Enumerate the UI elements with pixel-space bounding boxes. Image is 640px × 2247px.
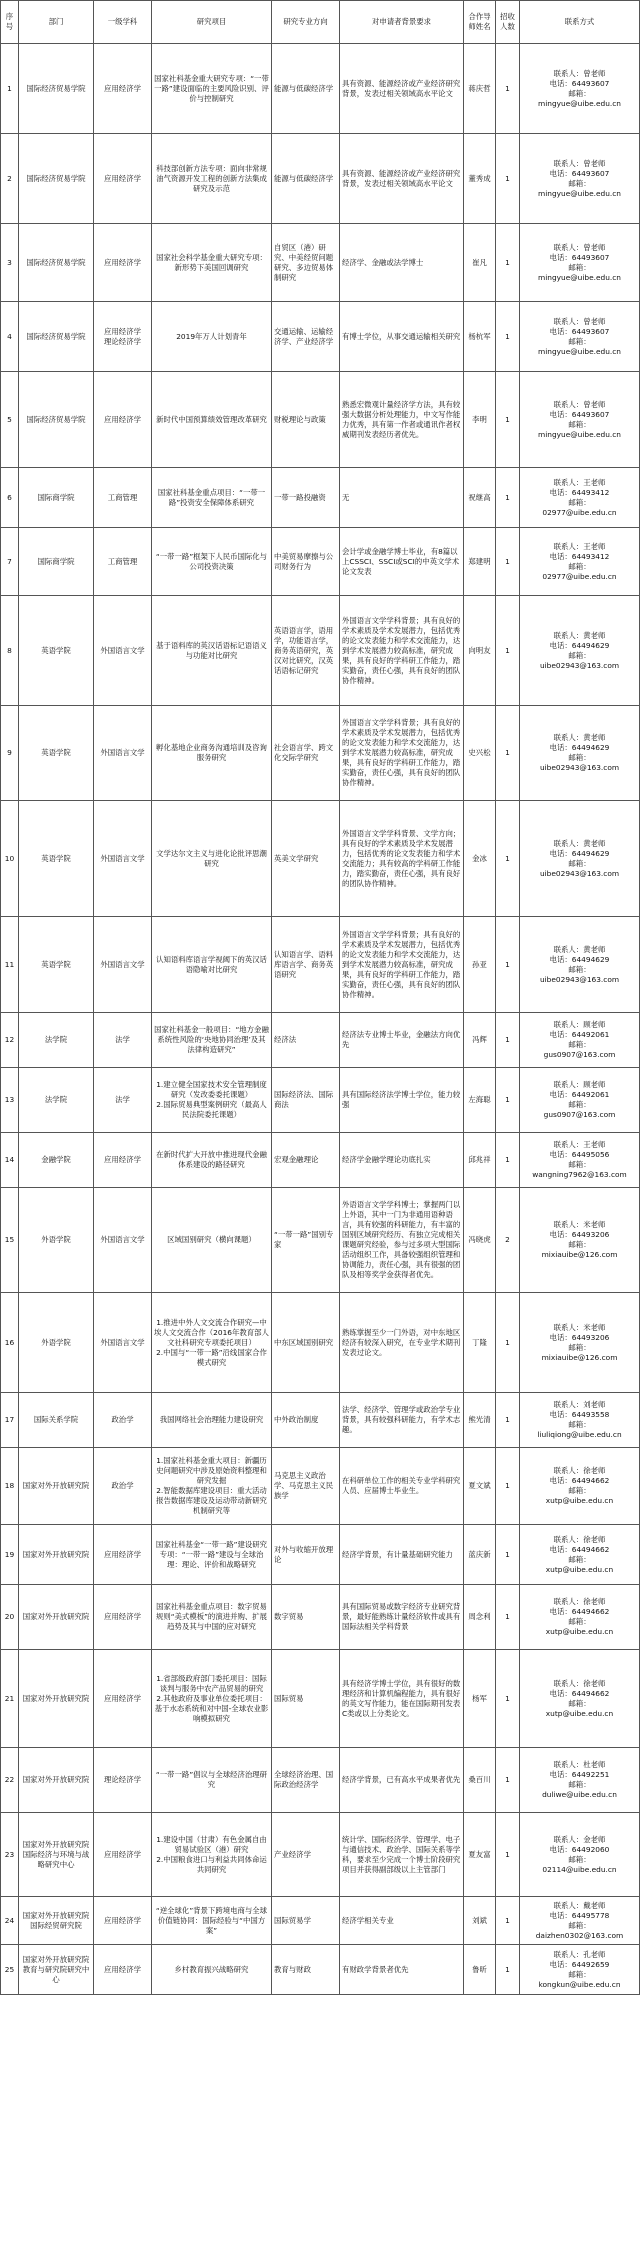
row-discipline: 应用经济学 [94, 1585, 152, 1650]
row-direction: 自贸区（港）研究、中美经贸问题研究、多边贸易体制研究 [272, 224, 340, 302]
row-discipline: 应用经济学 [94, 372, 152, 468]
row-dept: 国家对外开放研究院 [19, 1748, 94, 1813]
row-project: 1.推进中外人文交流合作研究—中埃人文交流合作（2016年教育部人文社科研究专项委托项目） 2.中国与“一带一路”沿线国家合作模式研究 [152, 1293, 272, 1393]
row-discipline: 政治学 [94, 1393, 152, 1448]
row-count: 1 [496, 1448, 520, 1525]
row-count: 1 [496, 1293, 520, 1393]
row-count: 1 [496, 1393, 520, 1448]
row-direction: 英语语言学，语用学，功能语言学，商务英语研究，英汉对比研究，汉英话语标记研究 [272, 596, 340, 706]
row-contact: 联系人：黄老师 电话：64494629 邮箱： uibe02943@163.com [520, 917, 640, 1013]
row-number: 10 [1, 801, 19, 917]
row-number: 25 [1, 1945, 19, 1995]
table-row [1, 1748, 640, 1813]
row-count: 1 [496, 224, 520, 302]
row-direction: 财税理论与政策 [272, 372, 340, 468]
row-count: 1 [496, 1813, 520, 1897]
row-project: 国家社科基金重点项目：数字贸易规则“美式模板”的演进并购、扩展趋势及其与中国的应对研究 [152, 1585, 272, 1650]
row-project: “逆全球化”背景下跨境电商与全球价值链协同：国际经验与“中国方案” [152, 1897, 272, 1945]
row-advisor: 夏友富 [464, 1813, 496, 1897]
row-dept: 国家对外开放研究院 [19, 1448, 94, 1525]
row-requirement: 外国语言文学学科背景、文学方向；具有良好的学术素质及学术发展潜力，包括优秀的论文发表能力和学术交流能力；具有较高的学科研工作能力，踏实勤奋，责任心强，具有良好的团队协作精神。 [340, 801, 464, 917]
row-advisor: 蒋庆哲 [464, 44, 496, 134]
row-contact: 联系人：徐老师 电话：64494662 邮箱： xutp@uibe.edu.cn [520, 1525, 640, 1585]
table-row [1, 1813, 640, 1897]
row-discipline: 应用经济学 理论经济学 [94, 302, 152, 372]
header-no: 序号 [1, 1, 19, 44]
row-discipline: 应用经济学 [94, 1897, 152, 1945]
row-project: 在新时代扩大开放中推进现代金融体系建设的路径研究 [152, 1133, 272, 1188]
header-row [1, 1, 640, 44]
row-number: 22 [1, 1748, 19, 1813]
row-discipline: 法学 [94, 1068, 152, 1133]
row-contact: 联系人：杜老师 电话：64492251 邮箱： duliwe@uibe.edu.cn [520, 1748, 640, 1813]
row-contact: 联系人：徐老师 电话：64494662 邮箱： xutp@uibe.edu.cn [520, 1650, 640, 1748]
row-direction: 数字贸易 [272, 1585, 340, 1650]
header-discipline: 一级学科 [94, 1, 152, 44]
row-advisor: 李明 [464, 372, 496, 468]
row-contact: 联系人：王老师 电话：64493412 邮箱： 02977@uibe.edu.cn [520, 468, 640, 528]
row-number: 17 [1, 1393, 19, 1448]
row-number: 24 [1, 1897, 19, 1945]
row-number: 21 [1, 1650, 19, 1748]
table-row [1, 1068, 640, 1133]
row-contact: 联系人：徐老师 电话：64494662 邮箱： xutp@uibe.edu.cn [520, 1448, 640, 1525]
row-discipline: 应用经济学 [94, 134, 152, 224]
row-direction: 教育与财政 [272, 1945, 340, 1995]
row-direction: 对外与收缩开放理论 [272, 1525, 340, 1585]
row-dept: 外语学院 [19, 1188, 94, 1293]
row-project: 区域国别研究（横向课题） [152, 1188, 272, 1293]
row-discipline: 工商管理 [94, 528, 152, 596]
row-count: 1 [496, 134, 520, 224]
table-body [1, 44, 640, 1995]
row-requirement: 经济学背景，有计量基础研究能力 [340, 1525, 464, 1585]
row-project: 国家社科基金一般项目：“地方金融系统性风险的‘央地协同治理’及其法律构造研究” [152, 1013, 272, 1068]
row-discipline: 应用经济学 [94, 1945, 152, 1995]
row-advisor: 史兴松 [464, 706, 496, 801]
row-discipline: 外国语言文学 [94, 596, 152, 706]
header-count: 招收人数 [496, 1, 520, 44]
table-row [1, 1448, 640, 1525]
table-row [1, 596, 640, 706]
row-requirement: 具有资源、能源经济或产业经济研究背景，发表过相关领域高水平论文 [340, 44, 464, 134]
row-contact: 联系人：顾老师 电话：64492061 邮箱： gus0907@163.com [520, 1068, 640, 1133]
row-requirement: 有博士学位，从事交通运输相关研究 [340, 302, 464, 372]
row-count: 1 [496, 1133, 520, 1188]
row-requirement: 经济学金融学理论功底扎实 [340, 1133, 464, 1188]
row-dept: 外语学院 [19, 1293, 94, 1393]
row-discipline: 应用经济学 [94, 224, 152, 302]
row-contact: 联系人：孔老师 电话：64492659 邮箱： kongkun@uibe.edu.cn [520, 1945, 640, 1995]
row-advisor: 冯晓虎 [464, 1188, 496, 1293]
header-project: 研究项目 [152, 1, 272, 44]
row-discipline: 外国语言文学 [94, 801, 152, 917]
row-contact: 联系人：米老师 电话：64493206 邮箱： mixiauibe@126.com [520, 1188, 640, 1293]
row-count: 1 [496, 1525, 520, 1585]
row-direction: 产业经济学 [272, 1813, 340, 1897]
row-discipline: 应用经济学 [94, 1650, 152, 1748]
row-discipline: 应用经济学 [94, 1133, 152, 1188]
row-dept: 金融学院 [19, 1133, 94, 1188]
row-number: 8 [1, 596, 19, 706]
row-advisor: 崔凡 [464, 224, 496, 302]
row-advisor: 邱兆祥 [464, 1133, 496, 1188]
row-project: 新时代中国预算绩效管理改革研究 [152, 372, 272, 468]
row-advisor: 刘斌 [464, 1897, 496, 1945]
row-requirement: 外语语言文学学科博士；掌握两门以上外语，其中一门为非通用语种语言，具有较强的科研能力，有丰富的国别区域研究经历、有独立完成相关课题研究经验，参与过多项大型国际活动组织工作，具备较强组织管理和协调能力，责任心强，具有很强的团队及相等奖学金获得者优先。 [340, 1188, 464, 1293]
header-advisor: 合作导师姓名 [464, 1, 496, 44]
row-advisor: 左海聪 [464, 1068, 496, 1133]
row-dept: 国际商学院 [19, 468, 94, 528]
row-advisor: 杨军 [464, 1650, 496, 1748]
row-requirement: 法学、经济学、管理学或政治学专业背景，具有较强科研能力，有学术志趣。 [340, 1393, 464, 1448]
row-count: 1 [496, 44, 520, 134]
row-dept: 国家对外开放研究院教育与研究院研究中心 [19, 1945, 94, 1995]
row-project: 1.省部级政府部门委托项目：国际谈判与服务中农产品贸易的研究 2.其他政府及事业单位委托项目：基于水态系统和对中国-全球农业影响模拟研究 [152, 1650, 272, 1748]
table-row [1, 44, 640, 134]
row-discipline: 外国语言文学 [94, 1293, 152, 1393]
row-contact: 联系人：曾老师 电话：64493607 邮箱： mingyue@uibe.edu.cn [520, 224, 640, 302]
row-requirement: 外国语言文学学科背景；具有良好的学术素质及学术发展潜力，包括优秀的论文发表能力和学术交流能力，达到学术发展潜力较高标准，研究成果，具有良好的学科研工作能力，踏实勤奋，责任心强，具有良好的团队协作精神。 [340, 596, 464, 706]
row-project: 2019年万人计划青年 [152, 302, 272, 372]
row-count: 1 [496, 1748, 520, 1813]
row-contact: 联系人：王老师 电话：64493412 邮箱： 02977@uibe.edu.cn [520, 528, 640, 596]
row-requirement: 具有资源、能源经济或产业经济研究背景，发表过相关领域高水平论文 [340, 134, 464, 224]
row-discipline: 外国语言文学 [94, 917, 152, 1013]
row-count: 1 [496, 372, 520, 468]
row-project: 我国网络社会治理能力建设研究 [152, 1393, 272, 1448]
row-dept: 国际关系学院 [19, 1393, 94, 1448]
row-project: 国家社科基金重点项目：“一带一路”投资安全保障体系研究 [152, 468, 272, 528]
table-row [1, 917, 640, 1013]
row-direction: 宏观金融理论 [272, 1133, 340, 1188]
row-discipline: 外国语言文学 [94, 706, 152, 801]
row-dept: 国家对外开放研究院 [19, 1650, 94, 1748]
row-dept: 国家对外开放研究院国际经济与环境与战略研究中心 [19, 1813, 94, 1897]
row-number: 5 [1, 372, 19, 468]
row-requirement: 经济法专业博士毕业，金融法方向优先 [340, 1013, 464, 1068]
row-count: 1 [496, 706, 520, 801]
row-direction: 国际贸易学 [272, 1897, 340, 1945]
row-discipline: 应用经济学 [94, 1813, 152, 1897]
table-row [1, 706, 640, 801]
row-number: 19 [1, 1525, 19, 1585]
row-contact: 联系人：黄老师 电话：64494629 邮箱： uibe02943@163.com [520, 706, 640, 801]
row-dept: 国际经济贸易学院 [19, 44, 94, 134]
row-count: 1 [496, 1897, 520, 1945]
row-direction: 经济法 [272, 1013, 340, 1068]
row-advisor: 金冰 [464, 801, 496, 917]
header-requirement: 对申请者背景要求 [340, 1, 464, 44]
row-count: 1 [496, 1945, 520, 1995]
row-direction: 中东区域国别研究 [272, 1293, 340, 1393]
row-project: “一带一路”倡议与全球经济治理研究 [152, 1748, 272, 1813]
row-number: 9 [1, 706, 19, 801]
row-dept: 英语学院 [19, 706, 94, 801]
row-requirement: 具有国际贸易或数字经济专业研究背景，最好能熟练计量经济软件或具有国际法相关学科背景 [340, 1585, 464, 1650]
row-count: 1 [496, 1585, 520, 1650]
row-dept: 英语学院 [19, 596, 94, 706]
table-row [1, 528, 640, 596]
table-row [1, 134, 640, 224]
row-number: 20 [1, 1585, 19, 1650]
table-row [1, 1897, 640, 1945]
row-advisor: 向明友 [464, 596, 496, 706]
row-project: 国家社科基金重大研究专项：“一带一路”建设面临的主要风险识别、评价与控制研究 [152, 44, 272, 134]
row-count: 1 [496, 468, 520, 528]
row-requirement: 外国语言文学学科背景；具有良好的学术素质及学术发展潜力，包括优秀的论文发表能力和学术交流能力，达到学术发展潜力较高标准，研究成果，具有良好的学科研工作能力，踏实勤奋，责任心强，具有良好的团队协作精神。 [340, 706, 464, 801]
row-discipline: 工商管理 [94, 468, 152, 528]
row-direction: 英美文学研究 [272, 801, 340, 917]
row-requirement: 熟练掌握至少一门外语，对中东地区经济有较深入研究，在专业学术期刊发表过论文。 [340, 1293, 464, 1393]
row-count: 1 [496, 1650, 520, 1748]
row-dept: 国际商学院 [19, 528, 94, 596]
row-advisor: 桑百川 [464, 1748, 496, 1813]
row-advisor: 冯辉 [464, 1013, 496, 1068]
row-advisor: 蓝庆新 [464, 1525, 496, 1585]
table-row [1, 1013, 640, 1068]
table-row [1, 1393, 640, 1448]
row-count: 1 [496, 302, 520, 372]
row-requirement: 在科研单位工作的相关专业学科研究人员、应届博士毕业生。 [340, 1448, 464, 1525]
row-number: 15 [1, 1188, 19, 1293]
table-row [1, 1133, 640, 1188]
row-discipline: 法学 [94, 1013, 152, 1068]
row-contact: 联系人：黄老师 电话：64494629 邮箱： uibe02943@163.com [520, 801, 640, 917]
row-count: 1 [496, 917, 520, 1013]
row-requirement: 会计学或金融学博士毕业，有8篇以上CSSCI、SSCI或SCI的中英文学术论文发表 [340, 528, 464, 596]
row-advisor: 鲁昕 [464, 1945, 496, 1995]
table-row [1, 1188, 640, 1293]
row-contact: 联系人：戴老师 电话：64495778 邮箱： daizhen0302@163.com [520, 1897, 640, 1945]
row-number: 14 [1, 1133, 19, 1188]
row-contact: 联系人：顾老师 电话：64492061 邮箱： gus0907@163.com [520, 1013, 640, 1068]
row-direction: 认知语言学、语料库语言学、商务英语研究 [272, 917, 340, 1013]
row-contact: 联系人：曾老师 电话：64493607 邮箱： mingyue@uibe.edu.cn [520, 372, 640, 468]
row-advisor: 董秀成 [464, 134, 496, 224]
row-requirement: 熟悉宏微观计量经济学方法，具有较强大数据分析处理能力，中文写作能力优秀，具有第一作者或通讯作者权威期刊发表经历者优先。 [340, 372, 464, 468]
row-direction: 全球经济治理、国际政治经济学 [272, 1748, 340, 1813]
table-row [1, 1650, 640, 1748]
row-contact: 联系人：徐老师 电话：64494662 邮箱： xutp@uibe.edu.cn [520, 1585, 640, 1650]
row-direction: 社会语言学、跨文化交际学研究 [272, 706, 340, 801]
row-count: 1 [496, 1068, 520, 1133]
row-advisor: 丁隆 [464, 1293, 496, 1393]
row-direction: 中外政治制度 [272, 1393, 340, 1448]
table-row [1, 302, 640, 372]
row-dept: 法学院 [19, 1068, 94, 1133]
row-requirement: 经济学相关专业 [340, 1897, 464, 1945]
row-advisor: 夏文斌 [464, 1448, 496, 1525]
row-count: 1 [496, 596, 520, 706]
row-project: 1.国家社科基金重大项目：新疆历史问题研究中涉及原始资料整理和研究发掘 2.智能数据库建设项目：重大活动报告数据库建设及运动带动新研究机制研究等 [152, 1448, 272, 1525]
row-count: 1 [496, 528, 520, 596]
row-dept: 国际经济贸易学院 [19, 372, 94, 468]
row-discipline: 政治学 [94, 1448, 152, 1525]
table-row [1, 1585, 640, 1650]
row-advisor: 周念利 [464, 1585, 496, 1650]
row-project: 乡村教育振兴战略研究 [152, 1945, 272, 1995]
row-contact: 联系人：金老师 电话：64492060 邮箱： 02114@uibe.edu.cn [520, 1813, 640, 1897]
row-project: 1.建立健全国家技术安全管理制度研究（发改委委托课题） 2.国际贸易典型案例研究（最高人民法院委托课题） [152, 1068, 272, 1133]
row-direction: 交通运输、运输经济学、产业经济学 [272, 302, 340, 372]
table-row [1, 224, 640, 302]
row-project: 文学达尔文主义与进化论批评思潮研究 [152, 801, 272, 917]
row-dept: 国际经济贸易学院 [19, 134, 94, 224]
row-project: 1.建设中国（甘肃）有色金属自由贸易试验区（港）研究 2.中国粮食进口与利益共同体命运共同研究 [152, 1813, 272, 1897]
row-number: 4 [1, 302, 19, 372]
row-discipline: 应用经济学 [94, 44, 152, 134]
row-requirement: 外国语言文学学科背景；具有良好的学术素质及学术发展潜力，包括优秀的论文发表能力和学术交流能力，达到学术发展潜力较高标准，研究成果，具有良好的学科研工作能力，踏实勤奋，责任心强，具有良好的团队协作精神。 [340, 917, 464, 1013]
row-requirement: 经济学背景，已有高水平成果者优先 [340, 1748, 464, 1813]
row-number: 23 [1, 1813, 19, 1897]
row-dept: 国家对外开放研究院 [19, 1585, 94, 1650]
row-number: 11 [1, 917, 19, 1013]
row-advisor: 郑建明 [464, 528, 496, 596]
row-number: 2 [1, 134, 19, 224]
table-row [1, 1525, 640, 1585]
header-direction: 研究专业方向 [272, 1, 340, 44]
row-direction: “一带一路”国别专家 [272, 1188, 340, 1293]
row-project: 认知语料库语言学视阈下的英汉话语隐喻对比研究 [152, 917, 272, 1013]
row-direction: 能源与低碳经济学 [272, 44, 340, 134]
row-project: 国家社会科学基金重大研究专项：新形势下美国回调研究 [152, 224, 272, 302]
row-number: 6 [1, 468, 19, 528]
row-contact: 联系人：刘老师 电话：64493558 邮箱： liuliqiong@uibe.edu.cn [520, 1393, 640, 1448]
row-direction: 一带一路投融资 [272, 468, 340, 528]
row-discipline: 外国语言文学 [94, 1188, 152, 1293]
row-dept: 法学院 [19, 1013, 94, 1068]
row-project: 国家社科基金“一带一路”建设研究专项：“一带一路”建设与全球治理：理论、评价和战略研究 [152, 1525, 272, 1585]
row-dept: 国际经济贸易学院 [19, 302, 94, 372]
row-dept: 英语学院 [19, 917, 94, 1013]
row-requirement: 具有经济学博士学位，具有很好的数理经济和计算机编程能力，具有很好的英文写作能力，能在国际期刊发表C类或以上分类论文。 [340, 1650, 464, 1748]
row-dept: 国家对外开放研究院国际经贸研究院 [19, 1897, 94, 1945]
table-row [1, 1293, 640, 1393]
row-number: 1 [1, 44, 19, 134]
row-advisor: 祝继高 [464, 468, 496, 528]
row-number: 13 [1, 1068, 19, 1133]
row-contact: 联系人：曾老师 电话：64493607 邮箱： mingyue@uibe.edu.cn [520, 302, 640, 372]
table-row [1, 801, 640, 917]
row-direction: 能源与低碳经济学 [272, 134, 340, 224]
row-project: 基于语料库的英汉话语标记语语义与功能对比研究 [152, 596, 272, 706]
row-direction: 马克思主义政治学、马克思主义民族学 [272, 1448, 340, 1525]
row-number: 18 [1, 1448, 19, 1525]
row-requirement: 无 [340, 468, 464, 528]
row-count: 1 [496, 801, 520, 917]
row-advisor: 熊光清 [464, 1393, 496, 1448]
row-project: 科技部创新方法专项：面向非常规油气资源开发工程的创新方法集成研究及示范 [152, 134, 272, 224]
table-row [1, 372, 640, 468]
row-contact: 联系人：米老师 电话：64493206 邮箱： mixiauibe@126.com [520, 1293, 640, 1393]
row-requirement: 经济学、金融或法学博士 [340, 224, 464, 302]
table-row [1, 1945, 640, 1995]
row-dept: 国际经济贸易学院 [19, 224, 94, 302]
row-count: 1 [496, 1013, 520, 1068]
header-dept: 部门 [19, 1, 94, 44]
row-discipline: 理论经济学 [94, 1748, 152, 1813]
row-direction: 中美贸易摩擦与公司财务行为 [272, 528, 340, 596]
row-requirement: 统计学、国际经济学、管理学、电子与通信技术、政治学、国际关系等学科，要求至少完成一个博士阶段研究项目并获得副部级以上主管部门 [340, 1813, 464, 1897]
header-contact: 联系方式 [520, 1, 640, 44]
row-contact: 联系人：王老师 电话：64495056 邮箱： wangning7962@163.com [520, 1133, 640, 1188]
row-contact: 联系人：黄老师 电话：64494629 邮箱： uibe02943@163.com [520, 596, 640, 706]
row-number: 7 [1, 528, 19, 596]
row-discipline: 应用经济学 [94, 1525, 152, 1585]
row-advisor: 杨杭军 [464, 302, 496, 372]
row-contact: 联系人：曾老师 电话：64493607 邮箱： mingyue@uibe.edu.cn [520, 44, 640, 134]
row-advisor: 孙亚 [464, 917, 496, 1013]
row-requirement: 有财政学背景者优先 [340, 1945, 464, 1995]
row-dept: 国家对外开放研究院 [19, 1525, 94, 1585]
row-number: 3 [1, 224, 19, 302]
row-direction: 国际贸易 [272, 1650, 340, 1748]
row-count: 2 [496, 1188, 520, 1293]
row-requirement: 具有国际经济法学博士学位，能力较强 [340, 1068, 464, 1133]
row-contact: 联系人：曾老师 电话：64493607 邮箱： mingyue@uibe.edu.cn [520, 134, 640, 224]
row-project: 孵化基地企业商务沟通培训及咨询服务研究 [152, 706, 272, 801]
row-direction: 国际经济法、国际商法 [272, 1068, 340, 1133]
row-project: “一带一路”框架下人民币国际化与公司投资决策 [152, 528, 272, 596]
row-dept: 英语学院 [19, 801, 94, 917]
row-number: 16 [1, 1293, 19, 1393]
row-number: 12 [1, 1013, 19, 1068]
table-row [1, 468, 640, 528]
